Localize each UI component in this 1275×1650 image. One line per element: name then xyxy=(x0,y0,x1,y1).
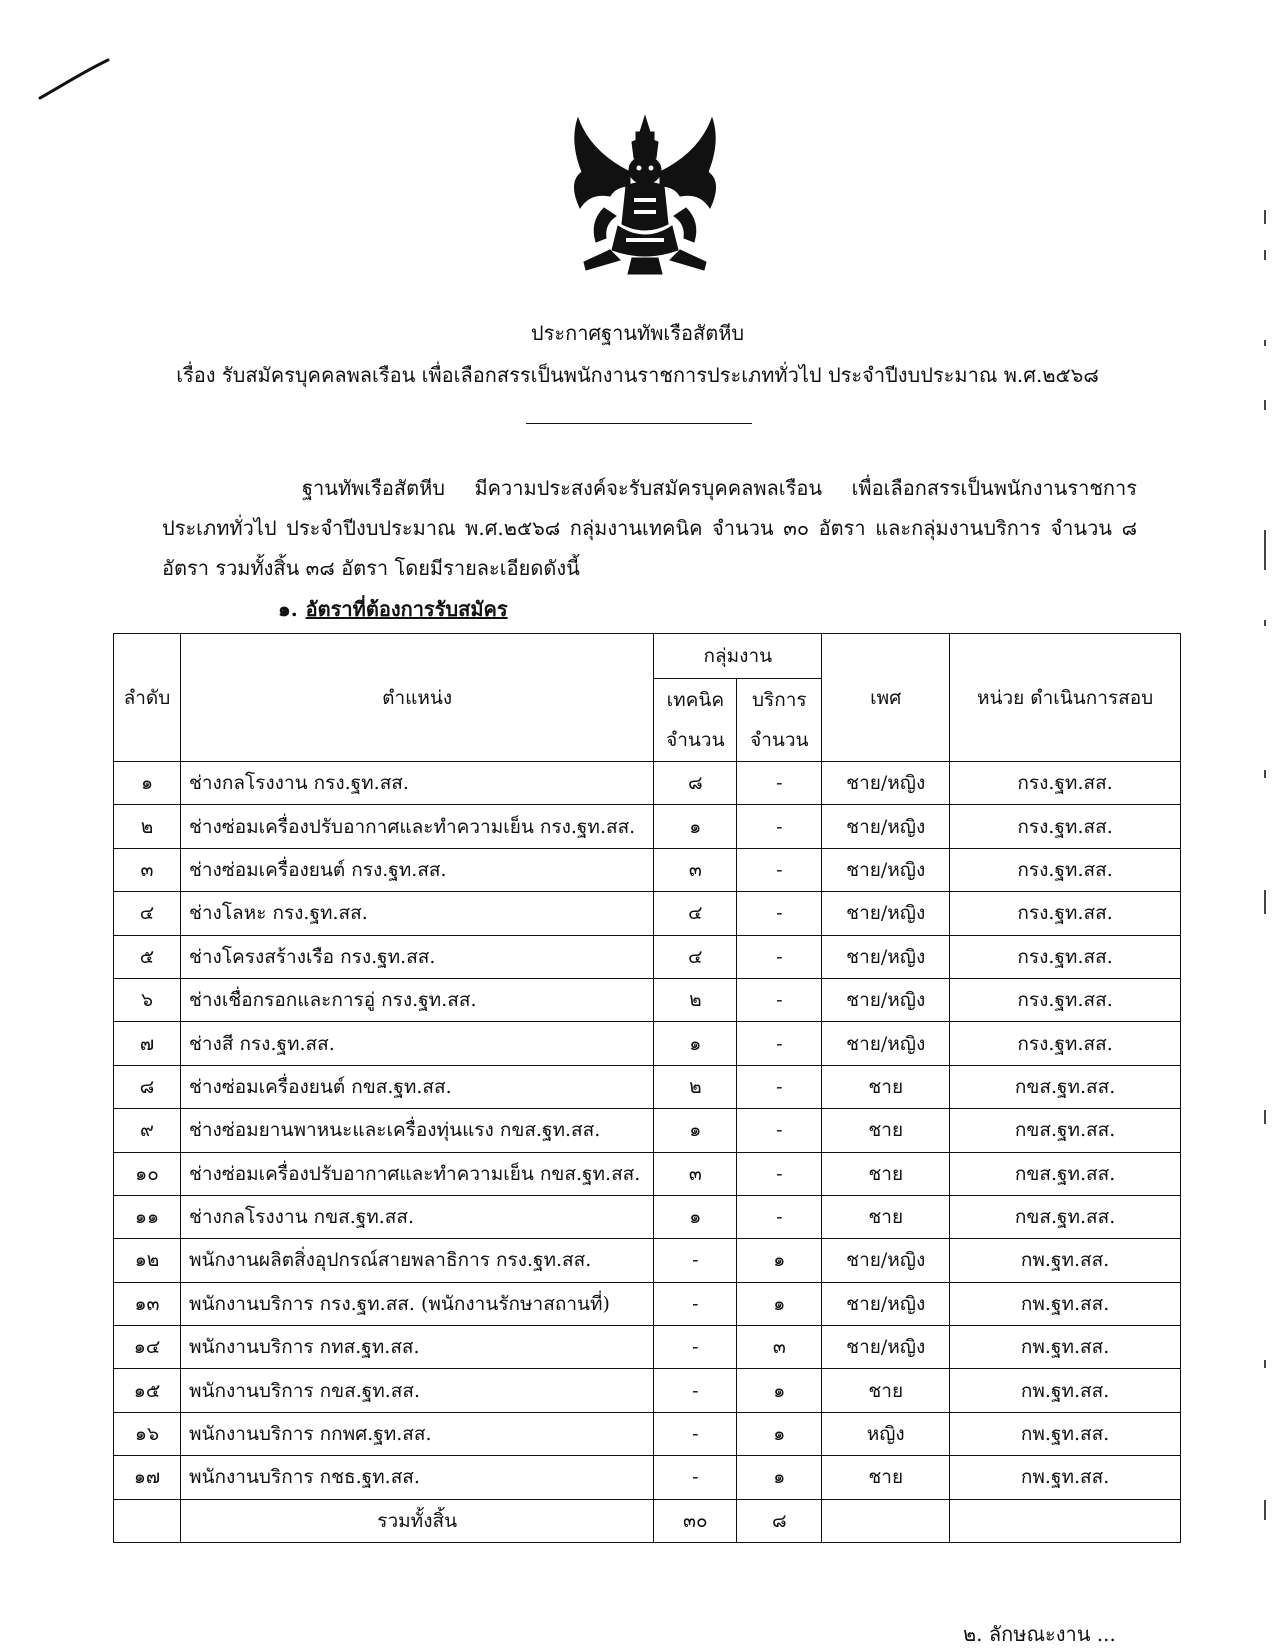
row-position: พนักงานบริการ กทส.ฐท.สส. xyxy=(180,1326,653,1369)
scan-edge-marks xyxy=(1263,210,1267,1610)
row-exam-unit: กรง.ฐท.สส. xyxy=(950,805,1181,848)
row-number: ๓ xyxy=(114,848,181,891)
row-position: พนักงานบริการ กขส.ฐท.สส. xyxy=(180,1369,653,1412)
row-technical-count: ๘ xyxy=(654,762,737,805)
row-technical-count: - xyxy=(654,1369,737,1412)
header-technical: เทคนิค จำนวน xyxy=(654,679,737,762)
row-exam-unit: กรง.ฐท.สส. xyxy=(950,978,1181,1021)
row-position: ช่างเชื่อกรอกและการอู่ กรง.ฐท.สส. xyxy=(180,978,653,1021)
row-position: ช่างกลโรงงาน กรง.ฐท.สส. xyxy=(180,762,653,805)
next-page-reference: ๒. ลักษณะงาน ... xyxy=(963,1622,1116,1646)
row-exam-unit: กรง.ฐท.สส. xyxy=(950,1022,1181,1065)
row-exam-unit: กขส.ฐท.สส. xyxy=(950,1195,1181,1238)
row-gender: ชาย/หญิง xyxy=(822,935,950,978)
table-row xyxy=(114,762,1181,805)
row-technical-count: ๑ xyxy=(654,1109,737,1152)
table-row xyxy=(114,1412,1181,1455)
row-number: ๗ xyxy=(114,1022,181,1065)
row-number: ๖ xyxy=(114,978,181,1021)
section-number: ๑. xyxy=(278,597,298,621)
total-label: รวมทั้งสิ้น xyxy=(180,1499,653,1542)
row-exam-unit: กขส.ฐท.สส. xyxy=(950,1109,1181,1152)
row-service-count: - xyxy=(737,1065,822,1108)
row-exam-unit: กขส.ฐท.สส. xyxy=(950,1065,1181,1108)
row-number: ๑๕ xyxy=(114,1369,181,1412)
row-gender: ชาย xyxy=(822,1109,950,1152)
row-exam-unit: กพ.ฐท.สส. xyxy=(950,1456,1181,1499)
row-number: ๙ xyxy=(114,1109,181,1152)
row-gender: ชาย xyxy=(822,1195,950,1238)
row-gender: ชาย/หญิง xyxy=(822,1326,950,1369)
row-gender: ชาย/หญิง xyxy=(822,762,950,805)
row-service-count: - xyxy=(737,1152,822,1195)
header-unit: หน่วย ดำเนินการสอบ xyxy=(950,634,1181,762)
row-service-count: - xyxy=(737,1195,822,1238)
section-title: อัตราที่ต้องการรับสมัคร xyxy=(305,597,508,621)
table-row xyxy=(114,1456,1181,1499)
table-row xyxy=(114,892,1181,935)
table-row xyxy=(114,1109,1181,1152)
row-technical-count: - xyxy=(654,1412,737,1455)
row-gender: ชาย/หญิง xyxy=(822,1239,950,1282)
total-gender-empty xyxy=(822,1499,950,1542)
row-position: ช่างซ่อมเครื่องยนต์ กรง.ฐท.สส. xyxy=(180,848,653,891)
row-exam-unit: กรง.ฐท.สส. xyxy=(950,935,1181,978)
row-number: ๑๐ xyxy=(114,1152,181,1195)
row-service-count: - xyxy=(737,1109,822,1152)
row-exam-unit: กพ.ฐท.สส. xyxy=(950,1239,1181,1282)
row-number: ๑ xyxy=(114,762,181,805)
row-position: ช่างสี กรง.ฐท.สส. xyxy=(180,1022,653,1065)
row-service-count: - xyxy=(737,892,822,935)
table-header-row xyxy=(114,634,1181,679)
row-number: ๑๔ xyxy=(114,1326,181,1369)
row-position: พนักงานผลิตสิ่งอุปกรณ์สายพลาธิการ กรง.ฐท.สส. xyxy=(180,1239,653,1282)
row-technical-count: - xyxy=(654,1239,737,1282)
row-position: พนักงานบริการ กชธ.ฐท.สส. xyxy=(180,1456,653,1499)
row-position: ช่างซ่อมยานพาหนะและเครื่องทุ่นแรง กขส.ฐท.สส. xyxy=(180,1109,653,1152)
positions-table xyxy=(113,633,1181,1543)
row-position: ช่างกลโรงงาน กขส.ฐท.สส. xyxy=(180,1195,653,1238)
row-position: พนักงานบริการ กรง.ฐท.สส. (พนักงานรักษาสถานที่) xyxy=(180,1282,653,1325)
row-technical-count: ๑ xyxy=(654,1022,737,1065)
table-row xyxy=(114,1065,1181,1108)
row-exam-unit: กรง.ฐท.สส. xyxy=(950,892,1181,935)
row-technical-count: ๒ xyxy=(654,978,737,1021)
row-position: ช่างซ่อมเครื่องยนต์ กขส.ฐท.สส. xyxy=(180,1065,653,1108)
row-number: ๒ xyxy=(114,805,181,848)
total-empty-cell xyxy=(114,1499,181,1542)
header-service: บริการ จำนวน xyxy=(737,679,822,762)
row-gender: ชาย/หญิง xyxy=(822,805,950,848)
row-number: ๑๑ xyxy=(114,1195,181,1238)
table-row xyxy=(114,1369,1181,1412)
row-service-count: - xyxy=(737,1022,822,1065)
row-exam-unit: กพ.ฐท.สส. xyxy=(950,1282,1181,1325)
row-technical-count: - xyxy=(654,1456,737,1499)
row-number: ๕ xyxy=(114,935,181,978)
row-gender: ชาย xyxy=(822,1065,950,1108)
row-technical-count: ๑ xyxy=(654,805,737,848)
row-service-count: ๑ xyxy=(737,1369,822,1412)
row-position: ช่างซ่อมเครื่องปรับอากาศและทำความเย็น กรง.ฐท.สส. xyxy=(180,805,653,848)
row-service-count: - xyxy=(737,762,822,805)
row-position: ช่างซ่อมเครื่องปรับอากาศและทำความเย็น กขส.ฐท.สส. xyxy=(180,1152,653,1195)
row-technical-count: - xyxy=(654,1326,737,1369)
row-technical-count: ๓ xyxy=(654,1152,737,1195)
row-service-count: ๑ xyxy=(737,1282,822,1325)
table-row xyxy=(114,1282,1181,1325)
table-row xyxy=(114,935,1181,978)
row-technical-count: ๑ xyxy=(654,1195,737,1238)
table-row xyxy=(114,1152,1181,1195)
row-position: ช่างโครงสร้างเรือ กรง.ฐท.สส. xyxy=(180,935,653,978)
announcement-header xyxy=(0,318,1275,390)
total-unit-empty xyxy=(950,1499,1181,1542)
header-group: กลุ่มงาน xyxy=(654,634,822,679)
row-number: ๑๓ xyxy=(114,1282,181,1325)
row-exam-unit: กรง.ฐท.สส. xyxy=(950,848,1181,891)
pen-stroke-mark xyxy=(38,58,110,102)
row-gender: ชาย/หญิง xyxy=(822,892,950,935)
row-number: ๔ xyxy=(114,892,181,935)
row-technical-count: ๓ xyxy=(654,848,737,891)
row-gender: ชาย xyxy=(822,1456,950,1499)
table-row xyxy=(114,805,1181,848)
row-service-count: ๑ xyxy=(737,1239,822,1282)
total-service: ๘ xyxy=(737,1499,822,1542)
header-order: ลำดับ xyxy=(114,634,181,762)
row-exam-unit: กขส.ฐท.สส. xyxy=(950,1152,1181,1195)
announcement-title: ประกาศฐานทัพเรือสัตหีบ xyxy=(530,321,745,345)
row-number: ๑๗ xyxy=(114,1456,181,1499)
row-exam-unit: กรง.ฐท.สส. xyxy=(950,762,1181,805)
announcement-subject: เรื่อง รับสมัครบุคคลพลเรือน เพื่อเลือกสรรเป็นพนักงานราชการประเภททั่วไป ประจำปีงบประมาณ พ.ศ.๒๕๖๘ xyxy=(176,363,1099,387)
header-divider xyxy=(526,423,752,424)
table-row xyxy=(114,1022,1181,1065)
row-exam-unit: กพ.ฐท.สส. xyxy=(950,1326,1181,1369)
table-row xyxy=(114,1326,1181,1369)
row-exam-unit: กพ.ฐท.สส. xyxy=(950,1412,1181,1455)
row-exam-unit: กพ.ฐท.สส. xyxy=(950,1369,1181,1412)
table-row xyxy=(114,848,1181,891)
row-position: ช่างโลหะ กรง.ฐท.สส. xyxy=(180,892,653,935)
table-body xyxy=(114,762,1181,1500)
row-gender: ชาย/หญิง xyxy=(822,848,950,891)
row-gender: ชาย/หญิง xyxy=(822,978,950,1021)
row-technical-count: ๒ xyxy=(654,1065,737,1108)
row-number: ๑๒ xyxy=(114,1239,181,1282)
total-technical: ๓๐ xyxy=(654,1499,737,1542)
header-gender: เพศ xyxy=(822,634,950,762)
intro-text: ฐานทัพเรือสัตหีบ มีความประสงค์จะรับสมัครบุคคลพลเรือน เพื่อเลือกสรรเป็นพนักงานราชการประเภททั่วไป ประจำปีงบประมาณ พ.ศ.๒๕๖๘ กลุ่มงานเทคนิค จำนวน ๓๐ อัตรา และกลุ่มงานบริการ จำนวน ๘ อัตรา รวมทั้งสิ้น ๓๘ อัตรา โดยมีรายละเอียดดังนี้ xyxy=(162,476,1138,580)
row-number: ๑๖ xyxy=(114,1412,181,1455)
intro-paragraph xyxy=(162,468,1137,588)
table-row xyxy=(114,1195,1181,1238)
row-service-count: ๑ xyxy=(737,1456,822,1499)
row-technical-count: ๔ xyxy=(654,935,737,978)
row-gender: ชาย/หญิง xyxy=(822,1022,950,1065)
row-service-count: - xyxy=(737,935,822,978)
row-service-count: - xyxy=(737,848,822,891)
row-technical-count: - xyxy=(654,1282,737,1325)
row-gender: ชาย/หญิง xyxy=(822,1282,950,1325)
row-gender: ชาย xyxy=(822,1369,950,1412)
row-service-count: - xyxy=(737,805,822,848)
row-gender: หญิง xyxy=(822,1412,950,1455)
table-row xyxy=(114,978,1181,1021)
header-position: ตำแหน่ง xyxy=(180,634,653,762)
garuda-emblem xyxy=(560,112,730,277)
row-service-count: - xyxy=(737,978,822,1021)
row-service-count: ๑ xyxy=(737,1412,822,1455)
row-technical-count: ๔ xyxy=(654,892,737,935)
row-gender: ชาย xyxy=(822,1152,950,1195)
total-row xyxy=(114,1499,1181,1542)
section-heading xyxy=(278,593,508,625)
table-row xyxy=(114,1239,1181,1282)
row-position: พนักงานบริการ กกพศ.ฐท.สส. xyxy=(180,1412,653,1455)
row-number: ๘ xyxy=(114,1065,181,1108)
row-service-count: ๓ xyxy=(737,1326,822,1369)
